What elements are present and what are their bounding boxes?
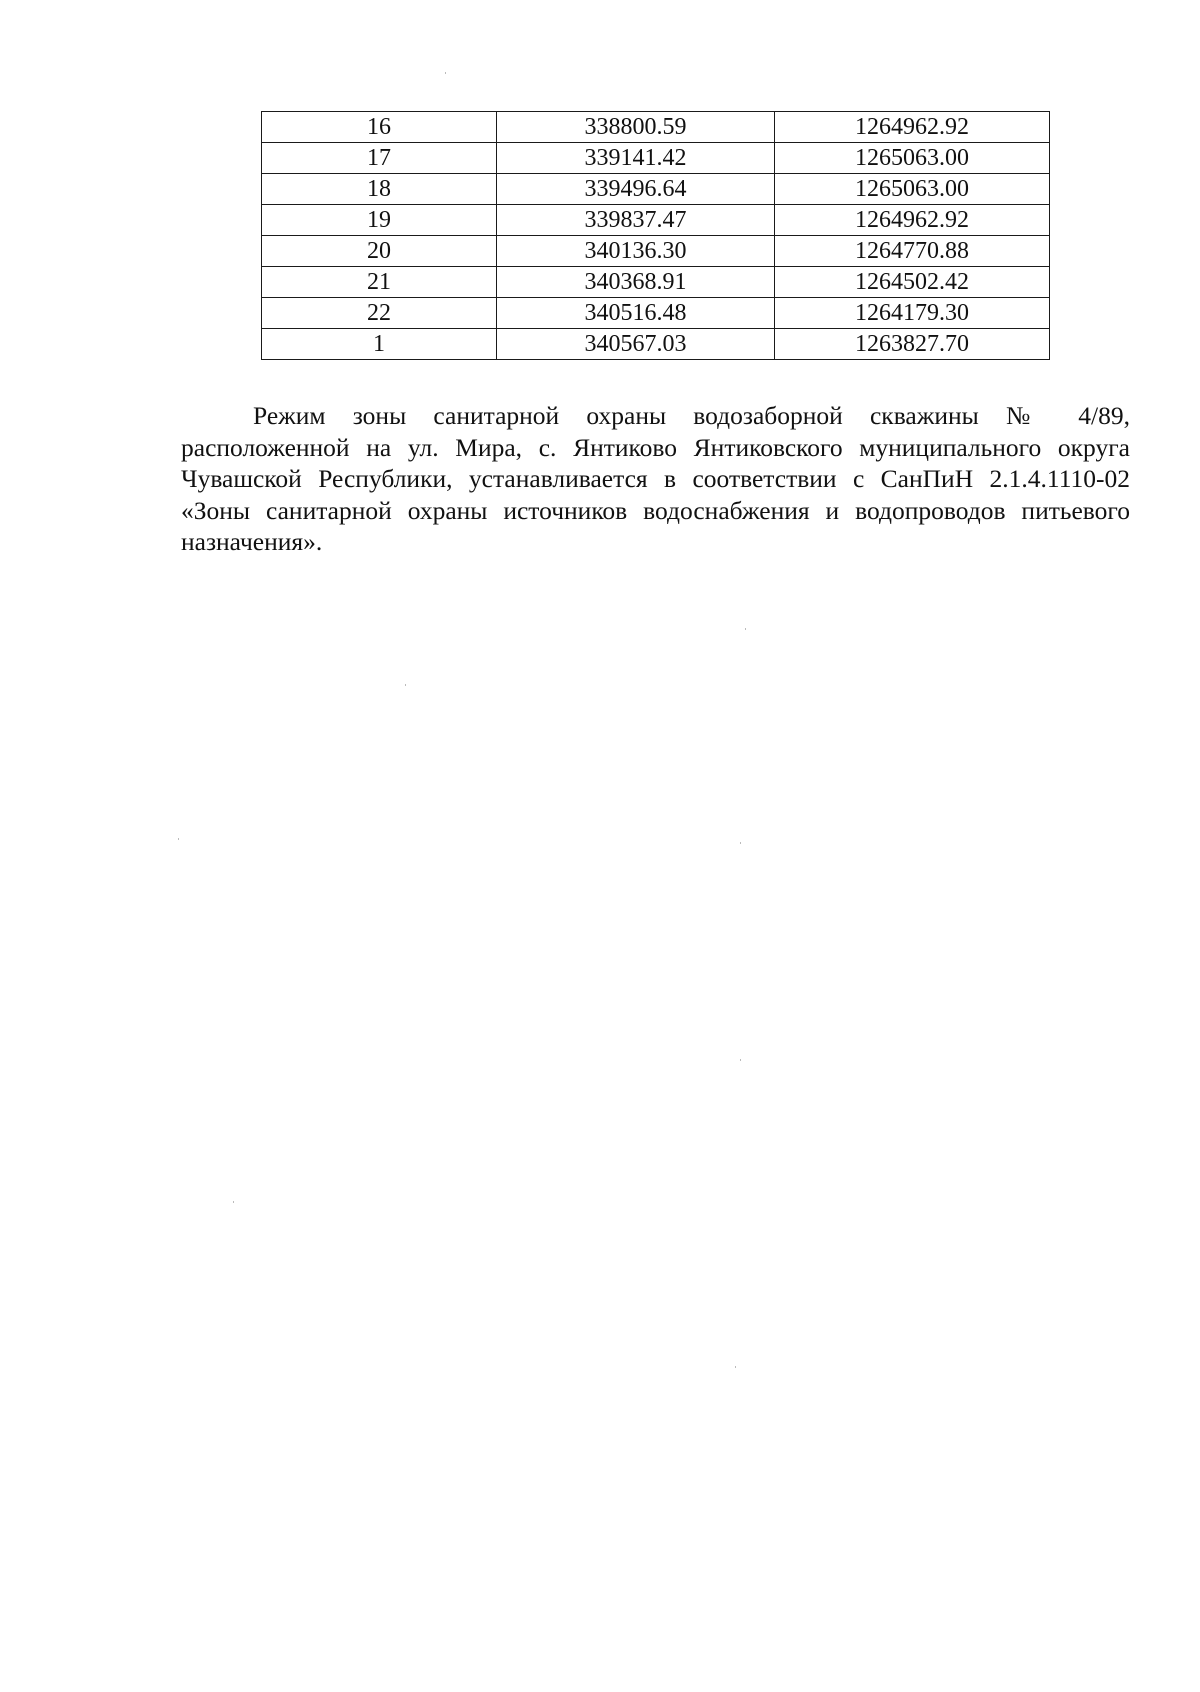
table-row: [262, 112, 1050, 143]
y-coordinate-cell: 1265063.00: [775, 174, 1050, 205]
y-coordinate-cell: 1265063.00: [775, 143, 1050, 174]
point-number-cell: 17: [262, 143, 497, 174]
y-coordinate-cell: 1264179.30: [775, 298, 1050, 329]
y-coordinate-cell: 1264962.92: [775, 205, 1050, 236]
scan-speck: [178, 838, 179, 840]
table-row: [262, 143, 1050, 174]
scan-speck: [745, 628, 746, 630]
x-coordinate-cell: 340516.48: [497, 298, 775, 329]
table-row: [262, 236, 1050, 267]
x-coordinate-cell: 338800.59: [497, 112, 775, 143]
scan-speck: [735, 1366, 736, 1368]
x-coordinate-cell: 339141.42: [497, 143, 775, 174]
scan-speck: [740, 1059, 741, 1061]
y-coordinate-cell: 1264502.42: [775, 267, 1050, 298]
y-coordinate-cell: 1264770.88: [775, 236, 1050, 267]
point-number-cell: 20: [262, 236, 497, 267]
x-coordinate-cell: 340136.30: [497, 236, 775, 267]
coordinates-table: [261, 111, 1050, 360]
scan-speck: [233, 1201, 234, 1203]
table-row: [262, 174, 1050, 205]
scan-speck: [740, 842, 741, 844]
scan-speck: [445, 72, 446, 74]
x-coordinate-cell: 339837.47: [497, 205, 775, 236]
point-number-cell: 18: [262, 174, 497, 205]
table-row: [262, 329, 1050, 360]
table-row: [262, 298, 1050, 329]
table-row: [262, 267, 1050, 298]
point-number-cell: 22: [262, 298, 497, 329]
regime-paragraph: Режим зоны санитарной охраны водозаборной скважины № 4/89, расположенной на ул. Мира, с. Янтиково Янтиковского муниципального округа Чувашской Республики, устанавливается в соответствии с СанПиН 2.1.4.1110-02 «Зоны санитарной охраны источников водоснабжения и водопроводов питьевого назначения».: [181, 401, 1130, 556]
point-number-cell: 19: [262, 205, 497, 236]
point-number-cell: 1: [262, 329, 497, 360]
x-coordinate-cell: 340567.03: [497, 329, 775, 360]
point-number-cell: 16: [262, 112, 497, 143]
y-coordinate-cell: 1263827.70: [775, 329, 1050, 360]
scan-speck: [405, 684, 406, 686]
coordinates-table-body: [262, 112, 1050, 360]
x-coordinate-cell: 340368.91: [497, 267, 775, 298]
point-number-cell: 21: [262, 267, 497, 298]
y-coordinate-cell: 1264962.92: [775, 112, 1050, 143]
table-row: [262, 205, 1050, 236]
x-coordinate-cell: 339496.64: [497, 174, 775, 205]
